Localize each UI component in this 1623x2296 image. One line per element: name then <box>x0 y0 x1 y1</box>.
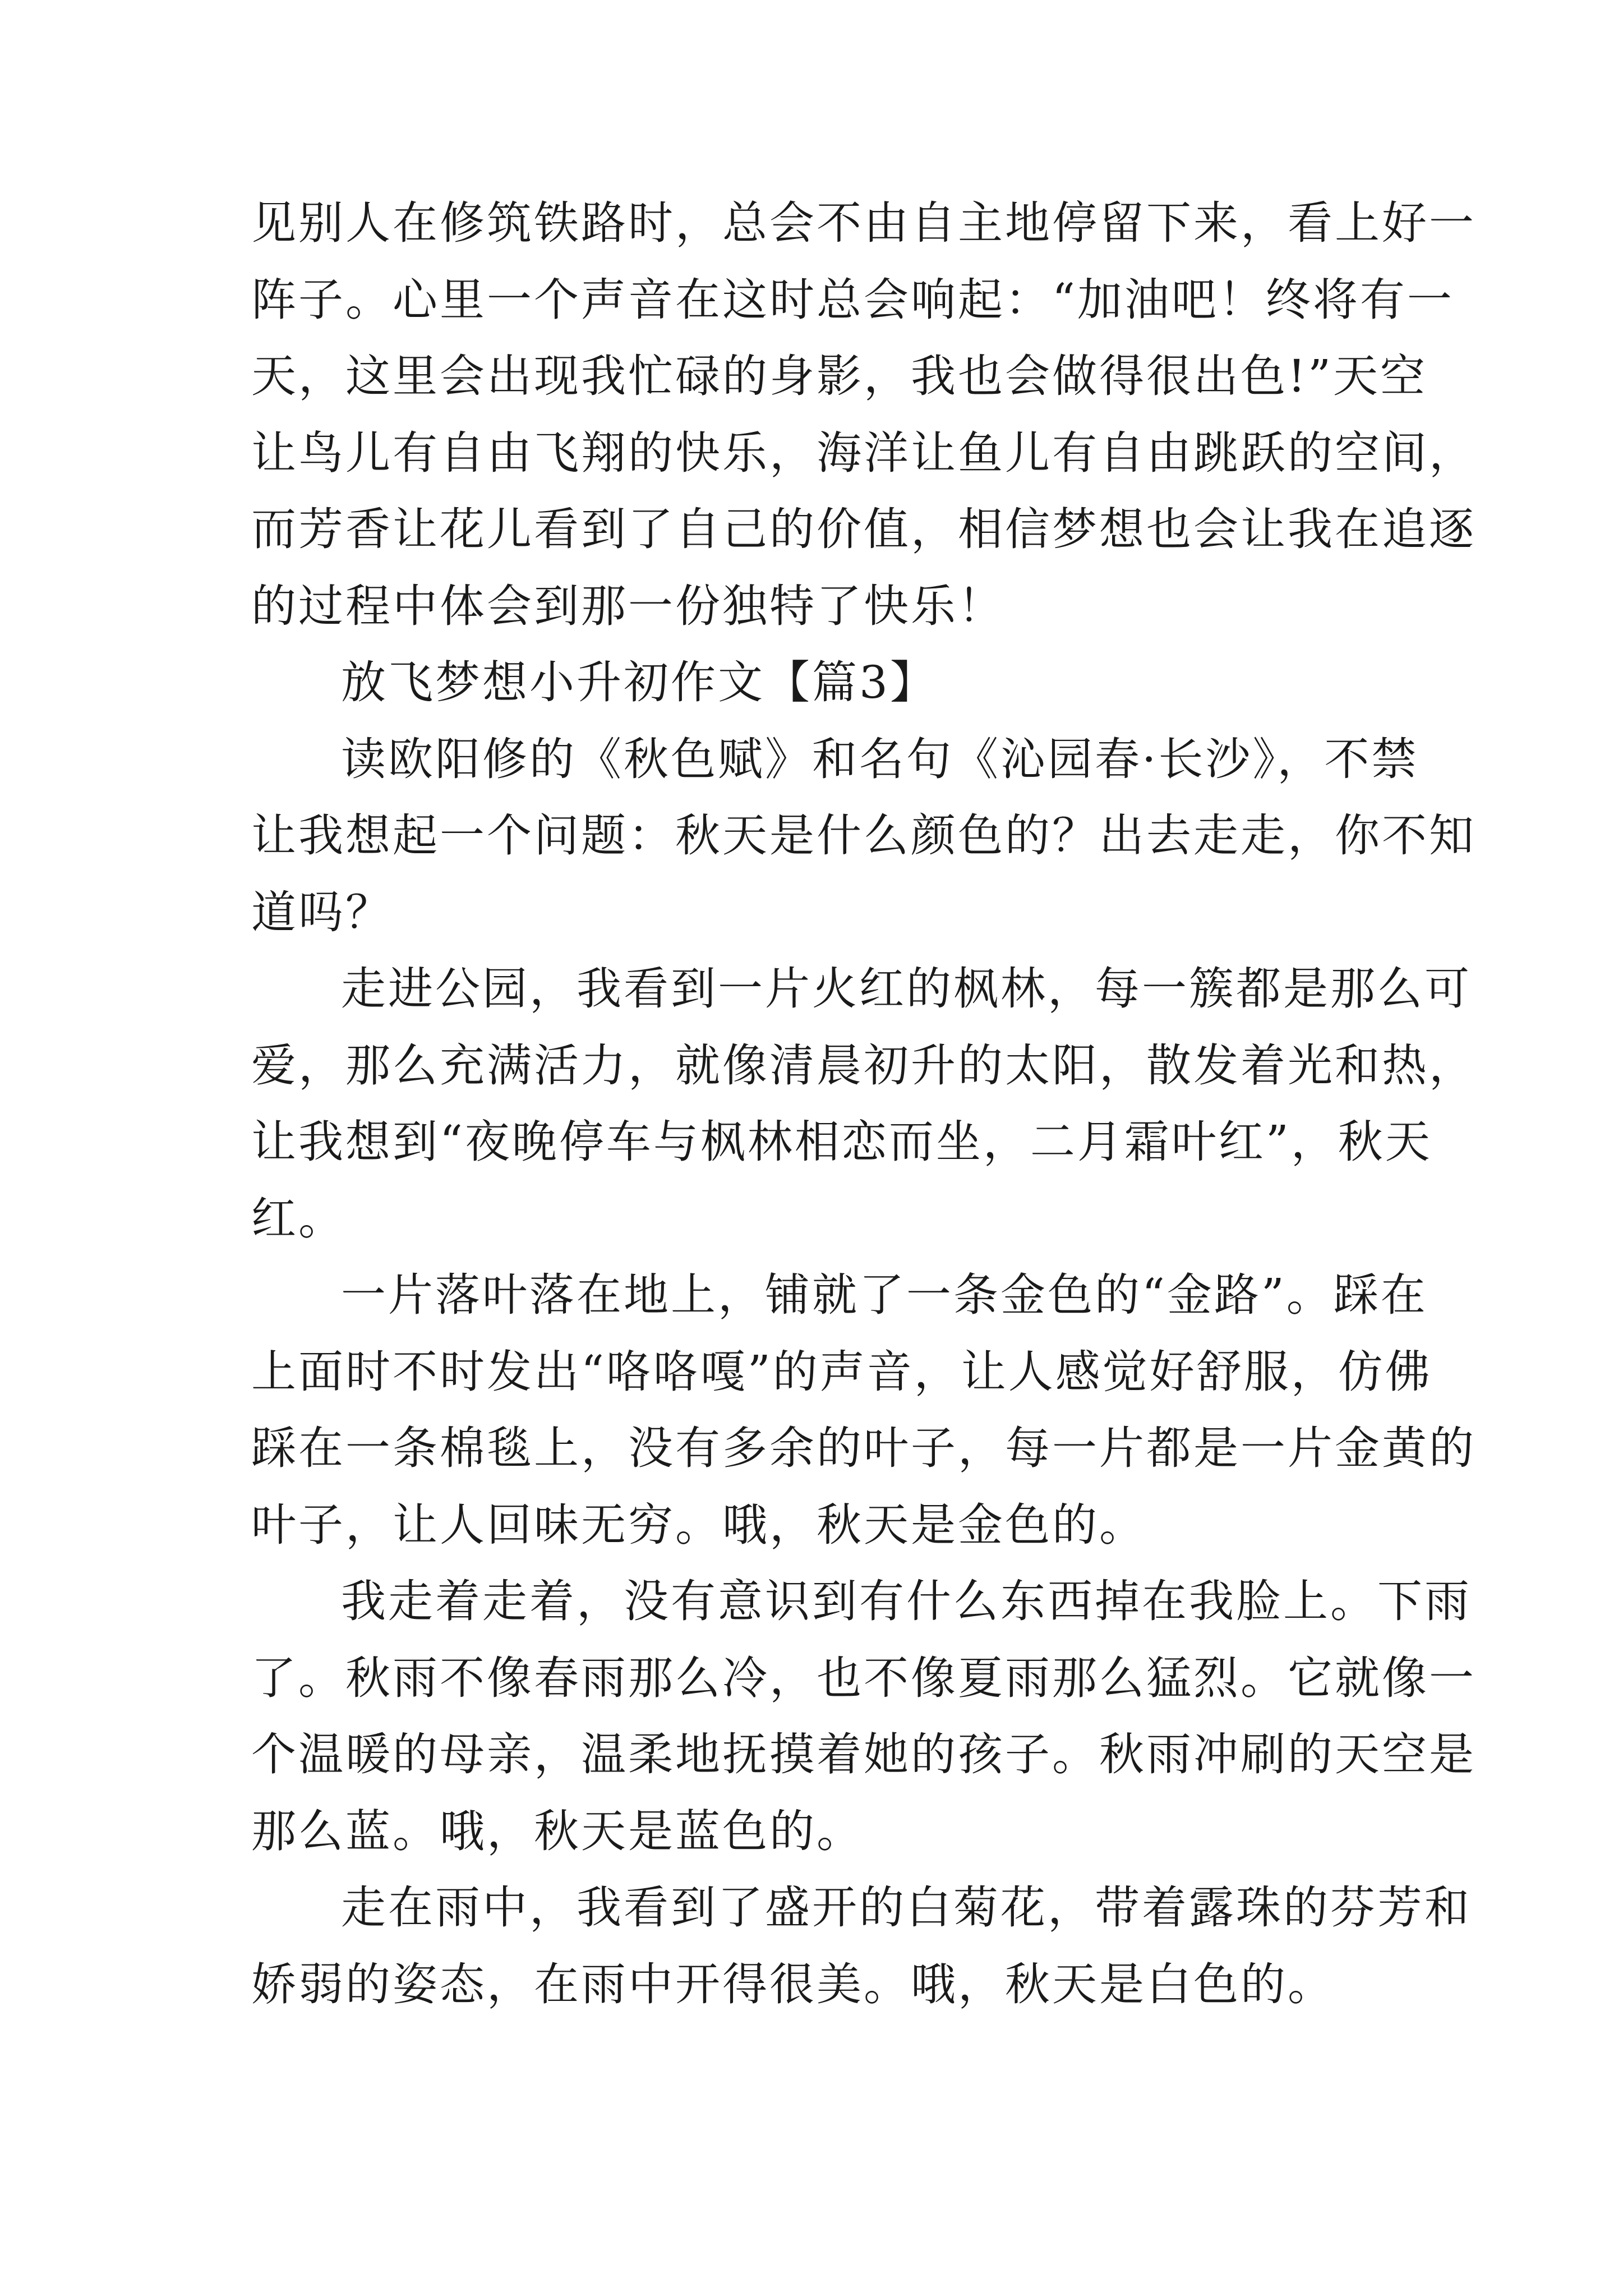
text-line: 道吗？ <box>251 886 393 938</box>
text-line: 红。 <box>251 1192 345 1245</box>
text-line: 让鸟儿有自由飞翔的快乐，海洋让鱼儿有自由跳跃的空间， <box>251 426 1476 479</box>
text-line: 见别人在修筑铁路时，总会不由自主地停留下来，看上好一 <box>251 197 1476 249</box>
text-line: 走在雨中，我看到了盛开的白菊花，带着露珠的芬芳和 <box>341 1881 1472 1934</box>
paragraph-5 <box>251 1870 1472 2023</box>
paragraph-3 <box>251 1257 1476 1563</box>
text-line: 踩在一条棉毯上，没有多余的叶子，每一片都是一片金黄的 <box>251 1422 1476 1474</box>
paragraph-4 <box>251 1563 1476 1870</box>
text-line: 的过程中体会到那一份独特了快乐！ <box>251 579 1005 632</box>
essay-body <box>251 185 1476 2023</box>
text-line: 一片落叶落在地上，铺就了一条金色的“金路”。踩在 <box>341 1269 1428 1321</box>
paragraph-1 <box>251 721 1476 951</box>
text-line: 阵子。心里一个声音在这时总会响起：“加油吧！终将有一 <box>251 273 1454 326</box>
text-line: 读欧阳修的《秋色赋》和名句《沁园春·长沙》，不禁 <box>341 733 1419 785</box>
section-title <box>251 645 1378 721</box>
text-line: 让我想到“夜晚停车与枫林相恋而坐，二月霜叶红”，秋天 <box>251 1116 1432 1168</box>
text-line: 天，这里会出现我忙碌的身影，我也会做得很出色!”天空 <box>251 350 1428 402</box>
text-line: 叶子，让人回味无穷。哦，秋天是金色的。 <box>251 1498 1146 1551</box>
text-line: 我走着走着，没有意识到有什么东西掉在我脸上。下雨 <box>341 1575 1472 1627</box>
text-line: 走进公园，我看到一片火红的枫林，每一簇都是那么可 <box>341 963 1472 1015</box>
text-line: 而芳香让花儿看到了自己的价值，相信梦想也会让我在追逐 <box>251 503 1476 555</box>
continued-paragraph <box>251 185 1476 645</box>
paragraph-2 <box>251 951 1476 1257</box>
text-line: 那么蓝。哦，秋天是蓝色的。 <box>251 1805 864 1857</box>
text-line: 娇弱的姿态，在雨中开得很美。哦，秋天是白色的。 <box>251 1958 1335 2010</box>
text-line: 上面时不时发出“咯咯嘎”的声音，让人感觉好舒服，仿佛 <box>251 1345 1432 1398</box>
text-line: 让我想起一个问题：秋天是什么颜色的？出去走走，你不知 <box>251 809 1476 862</box>
section-title-text: 放飞梦想小升初作文【篇3】 <box>341 656 937 708</box>
text-line: 爱，那么充满活力，就像清晨初升的太阳，散发着光和热， <box>251 1039 1476 1092</box>
text-line: 个温暖的母亲，温柔地抚摸着她的孩子。秋雨冲刷的天空是 <box>251 1728 1476 1780</box>
text-line: 了。秋雨不像春雨那么冷，也不像夏雨那么猛烈。它就像一 <box>251 1651 1476 1704</box>
